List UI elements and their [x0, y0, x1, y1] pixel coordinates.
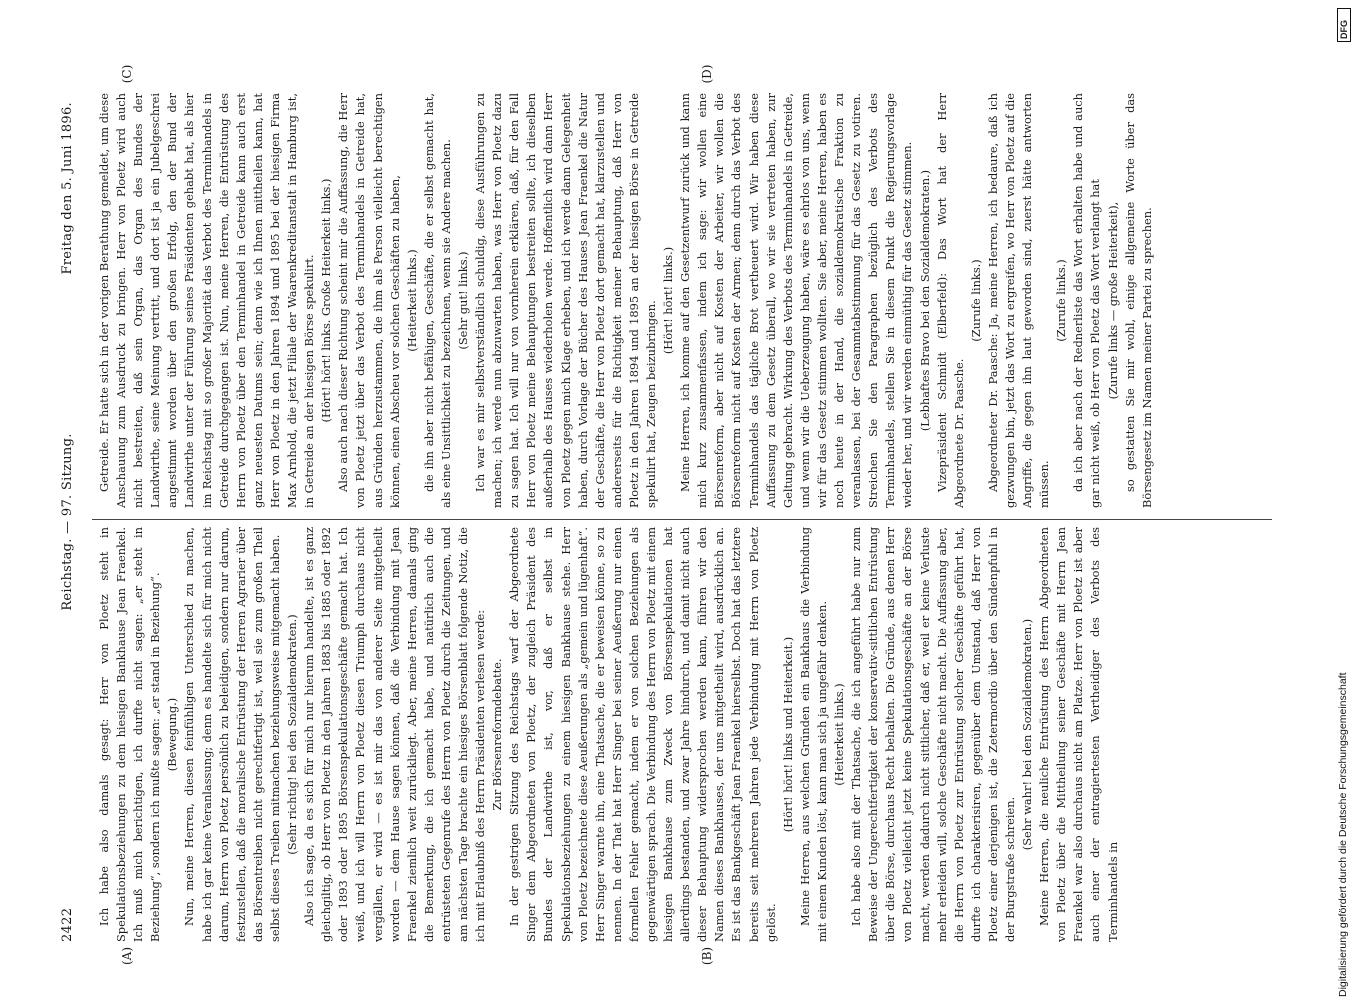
interjection: (Bewegung.)	[165, 697, 180, 772]
paragraph: Also auch nach dieser Richtung scheint mir die Auffassung, die Herr von Ploetz jetzt über das Verbot des Terminhandels in Getreide hat, aus Gründen herzustammen, die ihm als Person vielleicht berechtigen können, einen Abscheu vor solchen Geschäften zu haben,	[336, 93, 402, 508]
margin-marker-d: (D)	[700, 64, 714, 84]
interjection: (Sehr wahr! bei den Sozialdemokraten.)	[1020, 618, 1035, 851]
margin-marker-b: (B)	[700, 946, 714, 966]
interjection: (Hört! hört! links. Große Heiterkeit links.)	[319, 178, 334, 423]
speaker-paragraph: Abgeordneter Dr. Paasche: Ja, meine Herren, ich bedaure, daß ich gezwungen bin, jetzt das Wort zu ergreifen, wo Herr von Ploetz auf die Angriffe, die gegen ihn laut geworden sind, zuerst hätte antworten müssen.	[985, 93, 1052, 508]
paragraph: Also ich sage, da es sich für mich nur hierum handelte, ist es ganz gleichgiltig, ob Herr von Ploetz in den Jahren 1883 bis 1885 oder 1892 oder 1893 oder 1895 Börsenspekulationsgeschäfte gemacht hat. Ich weiß, und ich will Herrn von Ploetz diesen Triumph durchaus nicht vergällen, er wird — es ist mir das von anderer Seite mitgetheilt worden — dem Hause sagen können, daß die Verbindung mit Jean Fraenkel ziemlich weit zurückliegt. Aber, meine Herren, damals ging die Bemerkung, die ich gemacht habe, und natürlich auch die entrüsteten Gegenrufe des Herrn von Ploetz durch die Zeitungen, und am nächsten Tage brachte ein hiesiges Börsenblatt folgende Notiz, die ich mit Erlaubniß des Herrn Präsidenten verlesen werde:	[302, 527, 488, 942]
paragraph: Ich habe also mit der Thatsache, die ich angeführt habe nur zum Beweise der Ungerechtfertigkeit der konservativ-sittlichen Entrüstung über die Börse, durchaus Recht behalten. Die Gründe, aus denen Herr von Ploetz vielleicht jetzt keine Spekulationsgeschäfte an der Börse macht, werden dadurch nicht sittlicher, daß er, weil er keine Verluste mehr erleiden will, solche Geschäfte nicht macht. Die Auffassung aber, die Herrn von Ploetz zur Entrüstung solcher Geschäfte geführt hat, durfte ich charakterisiren, gegenüber dem Umstand, daß Herr von Ploetz einer derjenigen ist, die Zetermordio über den Sündenpfuhl in der Burgstraße schreien.	[849, 527, 1017, 942]
interjection: (Hört! hört! links und Heiterkeit.)	[780, 636, 795, 833]
paragraph: die ihn aber nicht befähigen, Geschäfte, die er selbst gemacht hat, als eine Unsittlichkeit zu bezeichnen, wenn sie Andere machen.	[421, 93, 453, 508]
interjection: (Sehr gut! links.)	[455, 251, 470, 350]
paragraph: Meine Herren, die neuliche Entrüstung des Herrn Abgeordneten von Ploetz über die Mittheilung seiner Geschäfte mit Herrn Jean Fraenkel war also durchaus nicht am Platze. Herr von Ploetz ist aber auch einer der entragiertesten Vertheidiger des Verbots des Terminhandels in	[1037, 527, 1120, 942]
interjection: (Sehr richtig! bei den Sozialdemokraten.)	[285, 614, 300, 855]
digitization-credit	[1335, 0, 1353, 1000]
quote-heading: Zur Börsenreformdebatte.	[490, 658, 505, 811]
margin-marker-a: (A)	[120, 946, 134, 966]
column-divider	[92, 519, 1272, 520]
page-number: 2422	[60, 907, 75, 942]
session-date: Freitag den 5. Juni 1896.	[60, 102, 75, 275]
interjection: (Zurufe links — große Heiterkeit),	[1105, 201, 1120, 400]
interjection: (Hört! hört! links.)	[661, 246, 676, 355]
dfg-logo	[1337, 8, 1351, 42]
paragraph: Nun, meine Herren, diesen feinfühligen Unterschied zu machen, habe ich gar keine Veranlassung; denn es handelte sich für mich nicht darum, Herrn von Ploetz persönlich zu beleidigen, sondern nur darum, festzustellen, daß die moralische Entrüstung der Herren Agrarier über das Börsentreiben nicht gerechtfertigt ist, weil sie zum großen Theil selbst dieses Treiben mitmachen beziehungsweise mitgemacht haben.	[182, 527, 282, 942]
interjection: (Lebhaftes Bravo bei den Sozialdemokraten.)	[917, 169, 932, 432]
paragraph: da ich aber nach der Rednerliste das Wort erhalten habe und auch gar nicht weiß, ob Herr von Ploetz das Wort verlangt hat	[1071, 93, 1103, 508]
paragraph: Ich war es mir selbstverständlich schuldig, diese Ausführungen zu machen; ich werde nun abzuwarten haben, was Herr von Ploetz dazu zu sagen hat. Ich will nur von vornherein erklären, daß, für den Fall Herr von Ploetz meine Behauptungen bestreiten sollte, ich dieselben außerhalb des Hauses wiederholen werde. Hoffentlich wird dann Herr von Ploetz gegen mich Klage erheben, und ich werde dann Gelegenheit haben, durch Vorlage der Bücher des Hauses Jean Fraenkel die Natur der Geschäfte, die Herr von Ploetz dort gemacht hat, klarzustellen und andererseits für die Richtigkeit meiner Behauptung, daß Herr von Ploetz in den Jahren 1894 und 1895 an der hiesigen Börse in Getreide spekulirt hat, Zeugen beizubringen.	[473, 93, 658, 508]
interjection: (Zurufe links.)	[1054, 259, 1069, 342]
interjection: (Heiterkeit links.)	[404, 249, 419, 352]
right-column	[96, 93, 1276, 508]
speaker-paragraph: Vizepräsident Schmidt (Elberfeld): Das Wort hat der Herr Abgeordnete Dr. Paasche.	[934, 93, 966, 508]
paragraph: Getreide. Er hatte sich in der vorigen Berathung gemeldet, um diese Anschauung zum Ausdruck zu bringen. Herr von Ploetz wird auch nicht bestreiten, daß sein Organ, das Organ des Bundes der Landwirthe, seine Meinung vertritt, und dort ist ja ein Jubelgeschrei angestimmt worden über den großen Erfolg, den der Bund der Landwirthe unter der Führung seines Präsidenten gehabt hat, als hier im Reichstag mit so großer Majorität das Verbot des Terminhandels in Getreide durchgegangen ist. Nun, meine Herren, die Entrüstung des Herrn von Ploetz über den Terminhandel in Getreide kann auch erst ganz neuesten Datums sein; denn wie ich Ihnen mittheilen kann, hat Herr von Ploetz in den Jahren 1894 und 1895 bei der hiesigen Firma Max Arnhold, die jetzt Filiale der Waarenkreditanstalt in Hamburg ist, in Getreide an der hiesigen Börse spekulirt.	[97, 93, 317, 508]
paragraph: so gestatten Sie mir wohl, einige allgemeine Worte über das Börsengesetz im Namen meiner Partei zu sprechen.	[1122, 93, 1154, 508]
interjection: (Heiterkeit links.)	[832, 683, 847, 786]
left-column	[96, 527, 1276, 942]
credit-text: Digitalisierung gefördert durch die Deutsche Forschungsgemeinschaft	[1337, 672, 1349, 997]
page-header	[56, 102, 80, 942]
paragraph: Meine Herren, ich komme auf den Gesetzentwurf zurück und kann mich kurz zusammenfassen, indem ich sage: wir wollen eine Börsenreform, aber nicht auf Kosten der Arbeiter, wir wollen die Börsenreform nicht auf Kosten der Armen; denn durch das Verbot des Terminhandels das tägliche Brot vertheuert wird. Wir haben diese Auffassung zu dem Gesetz überall, wo wir sie vertreten haben, zur Geltung gebracht. Wirkung des Verbots des Terminhandels in Getreide, und wenn wir die Ueberzeugung haben, wäre es ehrlos von uns, wenn wir für das Gesetz stimmen wollten. Sie aber, meine Herren, haben es noch heute in der Hand, die sozialdemokratische Fraktion zu veranlassen, bei der Gesammtabstimmung für das Gesetz zu votiren. Streichen Sie den Paragraphen bezüglich des Verbots des Terminhandels, stellen Sie in diesem Punkt die Regierungsvorlage wieder her, und wir werden einmüthig für das Gesetz stimmen.	[678, 93, 915, 508]
paragraph: Ich habe also damals gesagt: Herr von Ploetz steht in Spekulationsbeziehungen zu dem hiesigen Bankhause Jean Fraenkel. Ich muß mich berichtigen, ich durfte nicht sagen: „er steht in Beziehung“, sondern ich mußte sagen: „er stand in Beziehung“.	[97, 527, 163, 942]
session-title: Reichstag. — 97. Sitzung.	[60, 433, 75, 611]
paragraph: Meine Herren, aus welchen Gründen ein Bankhaus die Verbindung mit einem Kunden löst, kann man sich ja ungefähr denken.	[797, 527, 829, 942]
interjection: (Zurufe links.)	[968, 259, 983, 342]
dfg-logo-text: DFG	[1339, 20, 1349, 39]
margin-marker-c: (C)	[120, 64, 134, 84]
quoted-paragraph: In der gestrigen Sitzung des Reichstags warf der Abgeordnete Singer dem Abgeordneten von Ploetz, der zugleich Präsident des Bundes der Landwirthe ist, vor, daß er selbst in Spekulationsbeziehungen zu einem hiesigen Bankhause stehe. Herr von Ploetz bezeichnete diese Aeußerungen als „gemein und lügenhaft“. Herr Singer warnte ihn, eine Thatsache, die er beweisen könne, so zu nennen. In der That hat Herr Singer bei seiner Aeußerung nur einen formellen Fehler gemacht, indem er von solchen Beziehungen als gegenwärtigen sprach. Die Verbindung des Herrn von Ploetz mit einem hiesigen Bankhause zum Zweck von Börsenspekulationen hat allerdings bestanden, und zwar Jahre hindurch, und damit nicht auch dieser Behauptung widersprochen werden kann, führen wir den Namen dieses Bankhauses, der uns mitgetheilt wird, ausdrücklich an. Es ist das Bankgeschäft Jean Fraenkel hierselbst. Doch hat das letztere bereits seit mehreren Jahren jede Verbindung mit Herrn von Ploetz gelöst.	[507, 527, 778, 942]
